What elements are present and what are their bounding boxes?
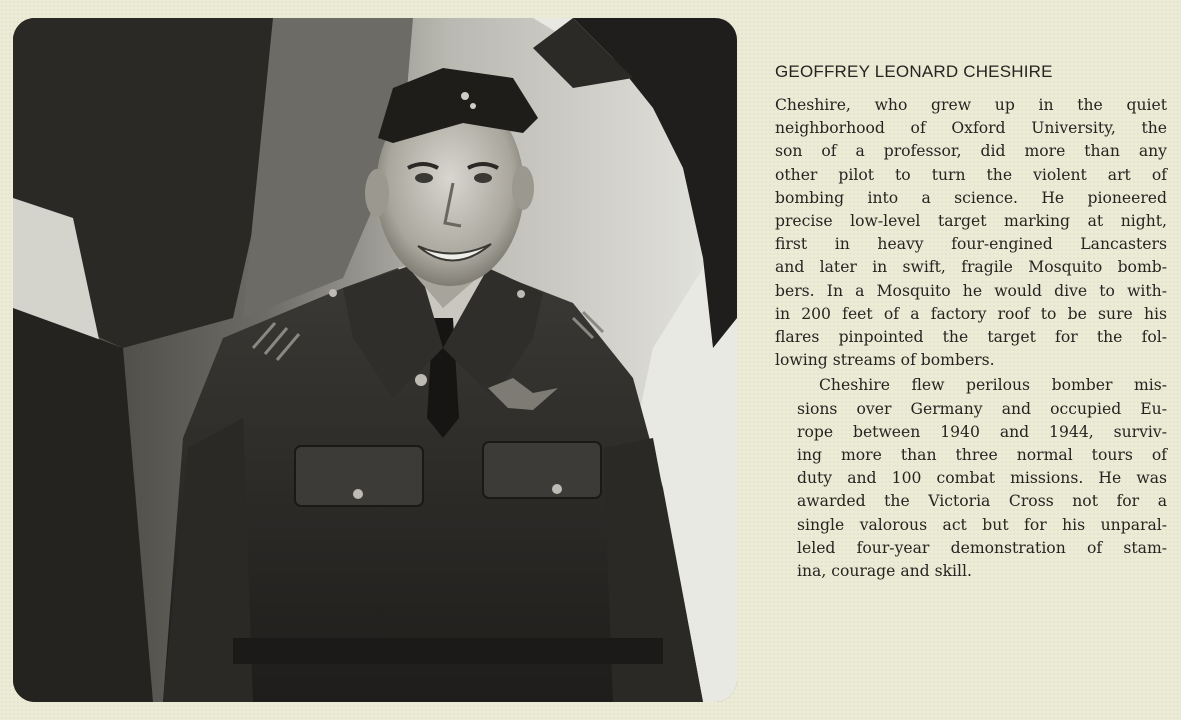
text-line: lowing streams of bombers. [775,351,995,370]
text-line: ing more than three normal tours of [797,446,1167,465]
text-line: single valorous act but for his unparal- [797,515,1167,534]
portrait-illustration [13,18,737,702]
text-line: Cheshire, who grew up in the quiet [775,96,1167,114]
text-line: bombing into a science. He pioneered [775,188,1167,207]
article-title: GEOFFREY LEONARD CHESHIRE [775,62,1053,81]
text-line: ina, courage and skill. [797,562,972,581]
text-line: and later in swift, fragile Mosquito bomb- [775,258,1167,277]
paragraph-1 [775,94,1167,372]
text-line: neighborhood of Oxford University, the [775,119,1167,138]
paragraph-2 [775,374,1167,583]
text-line: bers. In a Mosquito he would dive to with- [775,281,1167,300]
text-line: awarded the Victoria Cross not for a [797,492,1167,511]
text-line: first in heavy four-engined Lancasters [775,235,1167,254]
text-line: other pilot to turn the violent art of [775,165,1167,184]
portrait-photo [13,18,737,702]
text-line: precise low-level target marking at night, [775,212,1167,231]
text-line: flares pinpointed the target for the fol- [775,328,1167,347]
text-line: leled four-year demonstration of stam- [797,538,1167,557]
text-line: in 200 feet of a factory roof to be sure his [775,304,1167,323]
text-line: rope between 1940 and 1944, surviv- [797,422,1167,441]
text-line: duty and 100 combat missions. He was [797,469,1167,488]
text-line: sions over Germany and occupied Eu- [797,399,1167,418]
article-text [775,62,1167,583]
text-line: son of a professor, did more than any [775,142,1167,161]
text-line: Cheshire flew perilous bomber mis- [819,376,1167,395]
